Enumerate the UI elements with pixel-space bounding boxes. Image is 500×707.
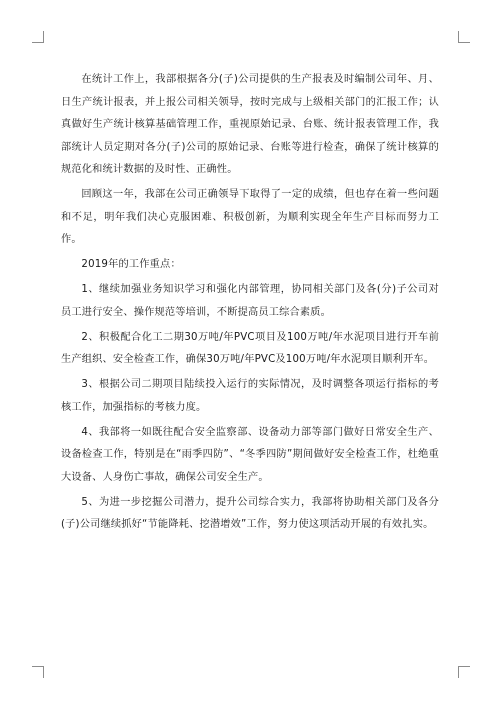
paragraph-item-4: 4、我部将一如既往配合安全监察部、设备动力部等部门做好日常安全生产、设备检查工作，特别是在“雨季四防”、“冬季四防”期间做好安全检查工作，杜绝重大设备、人身伤亡事故，确保公司安全生产。 xyxy=(61,426,439,483)
document-body xyxy=(61,69,439,537)
paragraph-focus-heading: 2019年的工作重点： xyxy=(81,259,181,270)
crop-mark-top-left xyxy=(32,31,44,43)
paragraph-statistics: 在统计工作上，我部根据各分(子)公司提供的生产报表及时编制公司年、月、日生产统计报表，并上报公司相关领导，按时完成与上级相关部门的汇报工作；认真做好生产统计核算基础管理工作，重视原始记录、台账、统计报表管理工作，我部统计人员定期对各分(子)公司的原始记录、台账等进行检查，确保了统计核算的规范化和统计数据的及时性、正确性。 xyxy=(61,74,439,175)
paragraph-item-3: 3、根据公司二期项目陆续投入运行的实际情况，及时调整各项运行指标的考核工作，加强指标的考核力度。 xyxy=(61,379,439,413)
paragraph-review: 回顾这一年，我部在公司正确领导下取得了一定的成绩，但也存在着一些问题和不足，明年我们决心克服困难、积极创新，为顺利实现全年生产目标而努力工作。 xyxy=(61,189,439,245)
paragraph-item-5: 5、为进一步挖掘公司潜力，提升公司综合实力，我部将协助相关部门及各分(子)公司继续抓好“节能降耗、挖潜增效”工作，努力使这项活动开展的有效扎实。 xyxy=(61,496,439,530)
crop-mark-bottom-right xyxy=(458,666,470,678)
paragraph-item-1: 1、继续加强业务知识学习和强化内部管理，协同相关部门及各(分)子公司对员工进行安全、操作规范等培训，不断提高员工综合素质。 xyxy=(61,284,439,318)
crop-mark-top-right xyxy=(458,31,470,43)
crop-mark-bottom-left xyxy=(32,666,44,678)
paragraph-item-2: 2、积极配合化工二期30万吨/年PVC项目及100万吨/年水泥项目进行开车前生产组织、安全检查工作，确保30万吨/年PVC及100万吨/年水泥项目顺利开车。 xyxy=(61,331,439,365)
